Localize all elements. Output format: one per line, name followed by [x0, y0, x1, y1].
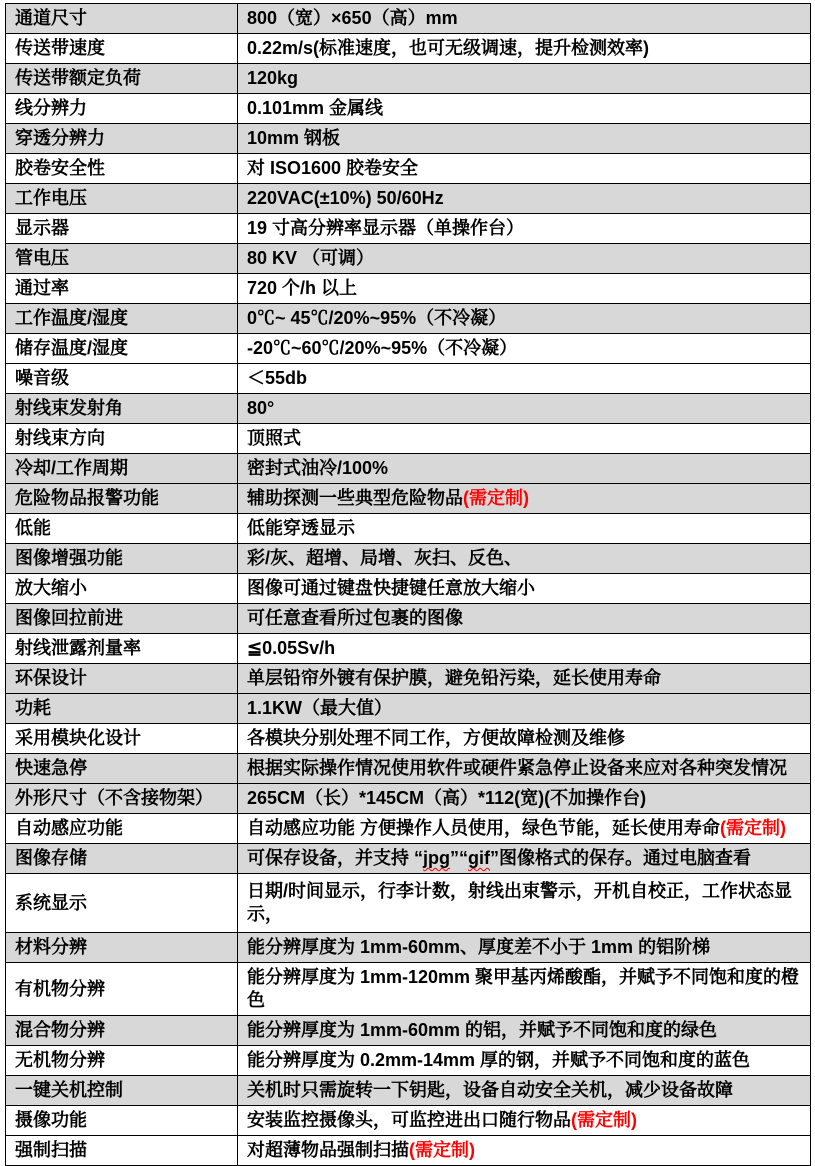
spec-label-cell: 线分辨力: [6, 94, 238, 124]
spec-label-cell: 储存温度/湿度: [6, 334, 238, 364]
spec-value-text: 120kg: [247, 68, 299, 88]
spec-label-cell: 强制扫描: [6, 1136, 238, 1166]
spec-row: [6, 844, 811, 874]
spec-row: [6, 454, 811, 484]
spec-row: [6, 364, 811, 394]
spec-label-cell: 快速急停: [6, 754, 238, 784]
spec-value-cell: [238, 334, 811, 364]
spec-table: [5, 3, 811, 1166]
spec-value-text: 80 KV （可调）: [247, 248, 375, 268]
spec-value-cell: [238, 514, 811, 544]
spec-label-cell: 工作温度/湿度: [6, 304, 238, 334]
spec-row: [6, 244, 811, 274]
spec-value-text: 低能穿透显示: [247, 518, 355, 538]
spec-value-text: 10mm 钢板: [247, 128, 341, 148]
spec-row: [6, 334, 811, 364]
spec-label-cell: 图像回拉前进: [6, 604, 238, 634]
spec-value-text: 0℃~ 45℃/20%~95%（不冷凝）: [247, 308, 507, 328]
spec-value-text: 220VAC(±10%) 50/60Hz: [247, 188, 444, 208]
spec-value-text: 265CM（长）*145CM（高）*112(宽)(不加操作台): [247, 788, 647, 808]
spec-value-text: 对 ISO1600 胶卷安全: [247, 158, 419, 178]
spec-label-cell: 图像增强功能: [6, 544, 238, 574]
spec-label-cell: 传送带额定负荷: [6, 64, 238, 94]
spec-label-cell: 射线泄露剂量率: [6, 634, 238, 664]
spec-value-cell: [238, 304, 811, 334]
spec-row: [6, 814, 811, 844]
spec-value-text: 1.1KW（最大值）: [247, 698, 393, 718]
spec-row: [6, 94, 811, 124]
spec-row: [6, 1106, 811, 1136]
spec-value-text: 顶照式: [247, 428, 301, 448]
custom-required-note: (需定制): [409, 1140, 475, 1160]
spec-row: [6, 1136, 811, 1166]
spec-value-text: 能分辨厚度为 0.2mm-14mm 厚的钢，并赋予不同饱和度的蓝色: [247, 1050, 751, 1070]
spec-label-cell: 采用模块化设计: [6, 724, 238, 754]
spec-row: [6, 544, 811, 574]
spec-value-cell: [238, 1076, 811, 1106]
spec-label-cell: 环保设计: [6, 664, 238, 694]
spec-value-cell: [238, 1046, 811, 1076]
spec-label-cell: 混合物分辨: [6, 1016, 238, 1046]
spec-value-cell: [238, 634, 811, 664]
spec-value-cell: [238, 724, 811, 754]
spec-value-cell: [238, 64, 811, 94]
spec-label-cell: 摄像功能: [6, 1106, 238, 1136]
spec-label-cell: 自动感应功能: [6, 814, 238, 844]
spec-value-text: -20℃~60℃/20%~95%（不冷凝）: [247, 338, 518, 358]
spec-value-cell: [238, 814, 811, 844]
spec-label-cell: 外形尺寸（不含接物架）: [6, 784, 238, 814]
spec-label-cell: 传送带速度: [6, 34, 238, 64]
spec-row: [6, 664, 811, 694]
spec-label-cell: 低能: [6, 514, 238, 544]
spec-value-cell: [238, 214, 811, 244]
spec-value-text: 各模块分别处理不同工作，方便故障检测及维修: [247, 728, 625, 748]
spec-row: [6, 1046, 811, 1076]
spec-value-cell: [238, 4, 811, 34]
spec-value-cell: [238, 94, 811, 124]
spec-label-cell: 无机物分辨: [6, 1046, 238, 1076]
spec-row: [6, 933, 811, 963]
spec-row: [6, 214, 811, 244]
spec-value-text: 安装监控摄像头，可监控进出口随行物品: [247, 1110, 571, 1130]
spec-row: [6, 1016, 811, 1046]
spec-value-cell: [238, 874, 811, 933]
spec-row: [6, 604, 811, 634]
spec-value-text: 能分辨厚度为 1mm-60mm、厚度差不小于 1mm 的铝阶梯: [247, 937, 711, 957]
spec-label-cell: 射线束发射角: [6, 394, 238, 424]
spec-value-cell: [238, 574, 811, 604]
spec-value-cell: [238, 754, 811, 784]
spec-label-cell: 管电压: [6, 244, 238, 274]
spec-value-cell: [238, 694, 811, 724]
spellcheck-word: gif: [468, 848, 491, 868]
spec-value-text: 单层铅帘外镀有保护膜，避免铅污染，延长使用寿命: [247, 668, 661, 688]
spec-value-text: 对超薄物品强制扫描: [247, 1140, 409, 1160]
spec-row: [6, 1076, 811, 1106]
spellcheck-word: jpg: [423, 848, 451, 868]
spec-value-text: 80°: [247, 398, 275, 418]
spec-row: [6, 64, 811, 94]
spec-value-cell: [238, 1016, 811, 1046]
spec-label-cell: 放大缩小: [6, 574, 238, 604]
spec-value-text: 辅助探测一些典型危险物品: [247, 488, 463, 508]
spec-label-cell: 危险物品报警功能: [6, 484, 238, 514]
spec-value-text: 720 个/h 以上: [247, 278, 358, 298]
spec-value-cell: [238, 484, 811, 514]
spec-value-text: 0.101mm 金属线: [247, 98, 384, 118]
spec-value-cell: [238, 244, 811, 274]
spec-value-text: ≦0.05Sv/h: [247, 638, 336, 658]
spec-value-text: 能分辨厚度为 1mm-60mm 的铝，并赋予不同饱和度的绿色: [247, 1020, 718, 1040]
spec-value-cell: [238, 454, 811, 484]
spec-value-cell: [238, 664, 811, 694]
custom-required-note: (需定制): [463, 488, 529, 508]
spec-row: [6, 484, 811, 514]
spec-row: [6, 694, 811, 724]
spec-value-cell: [238, 1106, 811, 1136]
spec-row: [6, 184, 811, 214]
spec-table-body: [6, 4, 811, 1166]
spec-value-text: 自动感应功能 方便操作人员使用，绿色节能，延长使用寿命: [247, 818, 720, 838]
spec-value-cell: [238, 184, 811, 214]
spec-value-cell: [238, 844, 811, 874]
spec-label-cell: 通道尺寸: [6, 4, 238, 34]
custom-required-note: (需定制): [720, 818, 786, 838]
spec-value-text: 19 寸高分辨率显示器（单操作台）: [247, 218, 525, 238]
spec-value-text: ”“: [450, 848, 469, 868]
spec-label-cell: 穿透分辨力: [6, 124, 238, 154]
spec-row: [6, 34, 811, 64]
spec-value-cell: [238, 604, 811, 634]
spec-label-cell: 射线束方向: [6, 424, 238, 454]
spec-row: [6, 424, 811, 454]
spec-value-cell: [238, 34, 811, 64]
spec-value-text: 根据实际操作情况使用软件或硬件紧急停止设备来应对各种突发情况: [247, 758, 787, 778]
spec-value-cell: [238, 154, 811, 184]
spec-label-cell: 噪音级: [6, 364, 238, 394]
spec-value-cell: [238, 963, 811, 1016]
spec-row: [6, 394, 811, 424]
spec-row: [6, 514, 811, 544]
spec-value-text: 关机时只需旋转一下钥匙，设备自动安全关机，减少设备故障: [247, 1080, 733, 1100]
spec-label-cell: 一键关机控制: [6, 1076, 238, 1106]
spec-value-cell: [238, 933, 811, 963]
spec-value-cell: [238, 364, 811, 394]
spec-row: [6, 754, 811, 784]
spec-value-text: ＜55db: [247, 368, 308, 388]
custom-required-note: (需定制): [571, 1110, 637, 1130]
spec-value-text: 图像可通过键盘快捷键任意放大缩小: [247, 578, 535, 598]
spec-value-text: 日期/时间显示，行李计数，射线出束警示，开机自校正，工作状态显示，: [247, 881, 792, 924]
spec-row: [6, 963, 811, 1016]
spec-value-text: 可任意查看所过包裹的图像: [247, 608, 463, 628]
spec-label-cell: 功耗: [6, 694, 238, 724]
spec-row: [6, 304, 811, 334]
spec-value-text: ”图像格式的保存。通过电脑查看: [490, 848, 752, 868]
spec-row: [6, 574, 811, 604]
spec-value-cell: [238, 274, 811, 304]
spec-value-cell: [238, 424, 811, 454]
spec-label-cell: 系统显示: [6, 874, 238, 933]
spec-value-cell: [238, 784, 811, 814]
spec-value-text: 可保存设备，并支持 “: [247, 848, 424, 868]
spec-label-cell: 图像存储: [6, 844, 238, 874]
spec-value-text: 能分辨厚度为 1mm-120mm 聚甲基丙烯酸酯，并赋予不同饱和度的橙色: [247, 967, 800, 1010]
spec-row: [6, 874, 811, 933]
spec-label-cell: 有机物分辨: [6, 963, 238, 1016]
spec-label-cell: 冷却/工作周期: [6, 454, 238, 484]
spec-value-text: 0.22m/s(标准速度，也可无级调速，提升检测效率): [247, 38, 650, 58]
spec-row: [6, 634, 811, 664]
spec-row: [6, 124, 811, 154]
spec-label-cell: 胶卷安全性: [6, 154, 238, 184]
spec-row: [6, 724, 811, 754]
spec-label-cell: 材料分辨: [6, 933, 238, 963]
spec-value-text: 密封式油冷/100%: [247, 458, 389, 478]
spec-value-cell: [238, 1136, 811, 1166]
spec-value-cell: [238, 124, 811, 154]
spec-value-cell: [238, 544, 811, 574]
spec-label-cell: 显示器: [6, 214, 238, 244]
spec-row: [6, 274, 811, 304]
spec-label-cell: 通过率: [6, 274, 238, 304]
spec-row: [6, 4, 811, 34]
spec-value-text: 800（宽）×650（高）mm: [247, 8, 458, 28]
spec-row: [6, 154, 811, 184]
spec-value-cell: [238, 394, 811, 424]
spec-label-cell: 工作电压: [6, 184, 238, 214]
spec-row: [6, 784, 811, 814]
spec-value-text: 彩/灰、超增、局增、灰扫、反色、: [247, 548, 522, 568]
